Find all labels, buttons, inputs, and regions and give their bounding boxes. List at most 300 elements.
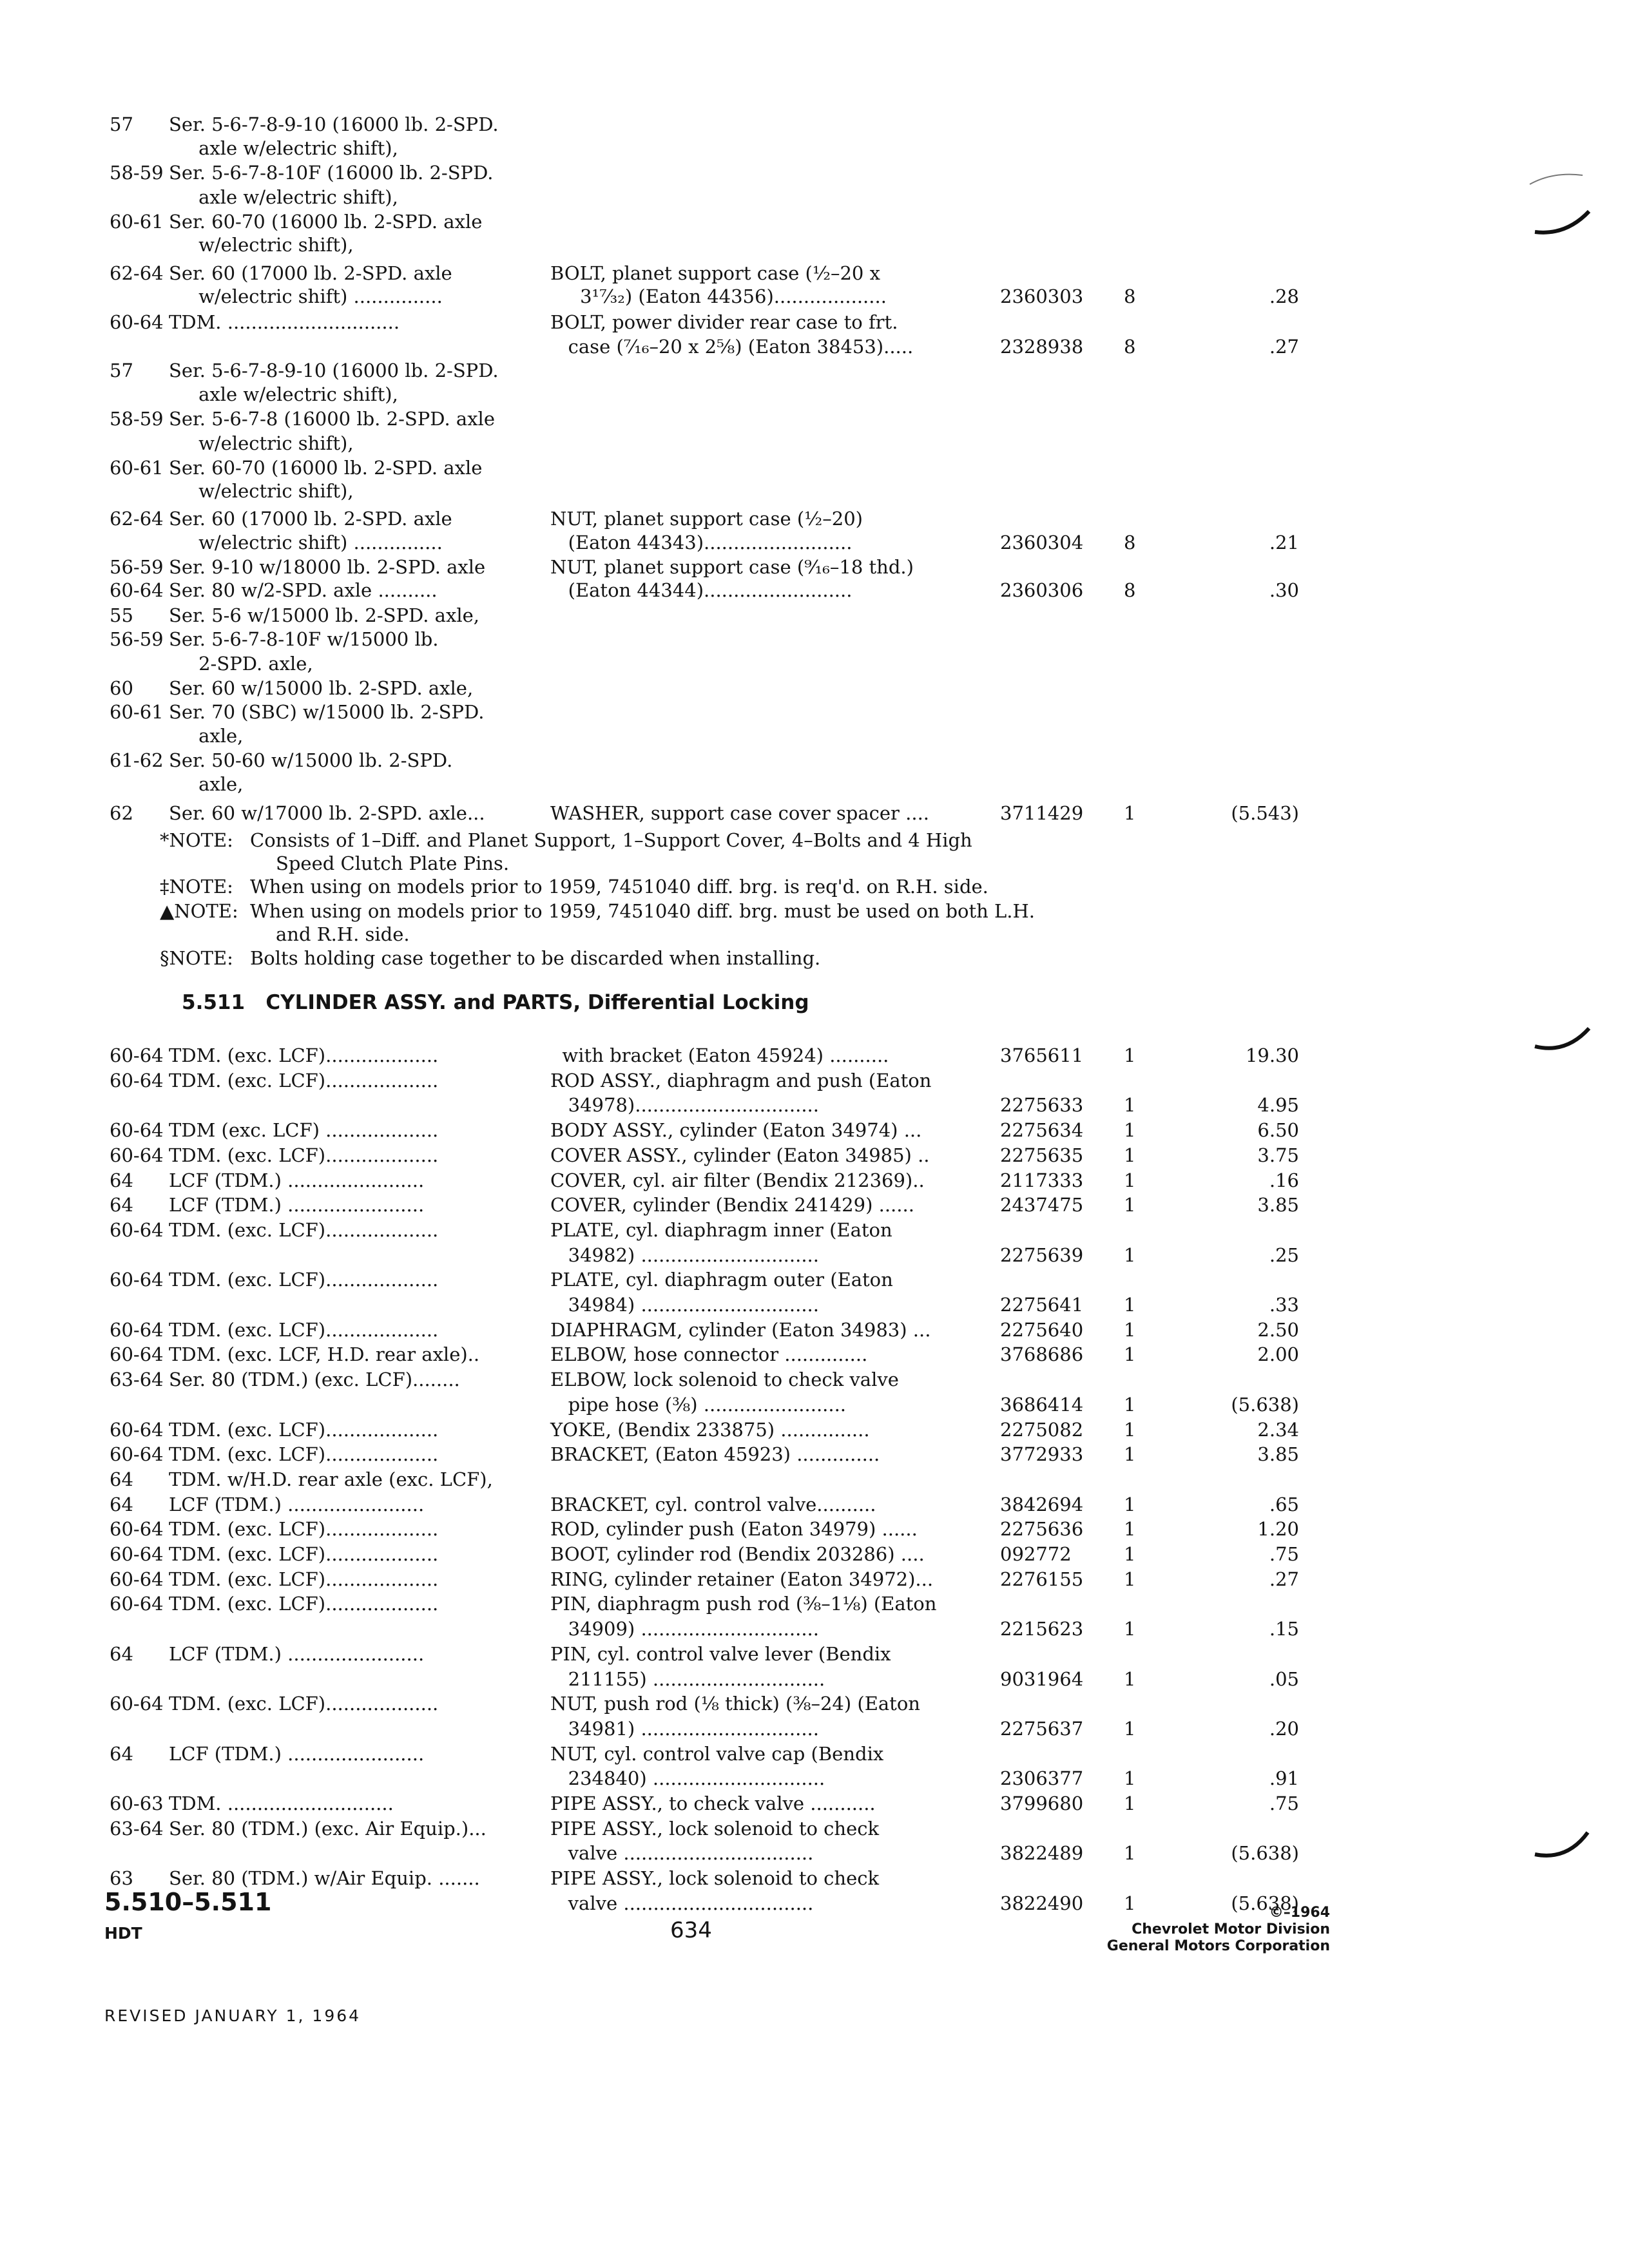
quantity: 1 — [1124, 1169, 1136, 1191]
part-description: PIPE ASSY., lock solenoid to check — [550, 1867, 880, 1889]
copyright-block — [1070, 1905, 1330, 1955]
part-number: 2275635 — [1000, 1144, 1084, 1166]
table-row — [0, 184, 1629, 210]
quantity: 1 — [1124, 1494, 1136, 1515]
note-label: ‡NOTE: — [160, 876, 233, 898]
price: 4.95 — [1257, 1094, 1299, 1116]
part-description: 34984) .............................. — [550, 1294, 819, 1316]
model: Ser. 5-6 w/15000 lb. 2-SPD. axle, — [169, 604, 479, 626]
model-year: 60-64 — [110, 579, 164, 601]
table-row — [0, 1217, 1629, 1243]
page-number: 634 — [670, 1917, 712, 1943]
part-description: COVER ASSY., cylinder (Eaton 34985) .. — [550, 1144, 930, 1166]
quantity: 1 — [1124, 1518, 1136, 1540]
model-year: 63 — [110, 1867, 133, 1889]
binder-mark-bottom — [1534, 1830, 1592, 1862]
model: TDM. (exc. LCF)................... — [169, 1070, 439, 1091]
table-row — [0, 530, 1629, 555]
model-year: 60 — [110, 677, 133, 699]
model: TDM. ............................. — [169, 311, 400, 333]
note-text: When using on models prior to 1959, 7451040 diff. brg. must be used on both L.H. — [250, 900, 1035, 922]
model-year: 60-64 — [110, 1119, 164, 1141]
table-row — [0, 406, 1629, 432]
part-number: 2276155 — [1000, 1568, 1084, 1590]
price: .16 — [1269, 1169, 1299, 1191]
model-year: 60-61 — [110, 457, 164, 479]
part-description: pipe hose (⅜) ........................ — [550, 1394, 847, 1416]
model: Ser. 60-70 (16000 lb. 2-SPD. axle — [169, 457, 483, 479]
table-row — [0, 800, 1629, 826]
model-year: 62-64 — [110, 508, 164, 530]
quantity: 1 — [1124, 1343, 1136, 1365]
table-row — [0, 358, 1629, 383]
price: 3.85 — [1257, 1194, 1299, 1216]
model: TDM. (exc. LCF)................... — [169, 1144, 439, 1166]
table-row — [0, 1716, 1629, 1742]
price: .91 — [1269, 1767, 1299, 1789]
price: 3.75 — [1257, 1144, 1299, 1166]
note-label: ▲NOTE: — [160, 900, 238, 922]
model-year: 60-64 — [110, 1070, 164, 1091]
table-row — [0, 675, 1629, 701]
price: 2.00 — [1257, 1343, 1299, 1365]
model: TDM. (exc. LCF)................... — [169, 1319, 439, 1341]
model: w/electric shift), — [169, 432, 354, 454]
model-year: 57 — [110, 360, 133, 381]
table-row — [0, 1840, 1629, 1866]
note-label: *NOTE: — [160, 829, 233, 851]
model: Ser. 5-6-7-8-10F w/15000 lb. — [169, 628, 439, 650]
table-row — [0, 232, 1629, 258]
model: Ser. 5-6-7-8 (16000 lb. 2-SPD. axle — [169, 408, 495, 430]
table-row — [0, 1492, 1629, 1517]
model: TDM. (exc. LCF)................... — [169, 1568, 439, 1590]
table-row — [0, 260, 1629, 286]
part-number: 2275634 — [1000, 1119, 1084, 1141]
part-number: 3822489 — [1000, 1842, 1084, 1864]
price: .65 — [1269, 1494, 1299, 1515]
part-number: 3768686 — [1000, 1343, 1084, 1365]
model: Ser. 80 w/2-SPD. axle .......... — [169, 579, 438, 601]
part-description: with bracket (Eaton 45924) .......... — [550, 1044, 889, 1066]
table-row — [0, 1541, 1629, 1567]
model: TDM. (exc. LCF)................... — [169, 1518, 439, 1540]
table-row — [0, 1641, 1629, 1667]
part-description: ELBOW, hose connector .............. — [550, 1343, 868, 1365]
model: w/electric shift), — [169, 480, 354, 502]
model: LCF (TDM.) ....................... — [169, 1194, 425, 1216]
part-number: 2275637 — [1000, 1718, 1084, 1740]
quantity: 1 — [1124, 1119, 1136, 1141]
table-row — [0, 1267, 1629, 1293]
note-text: Consists of 1–Diff. and Planet Support, 1–Support Cover, 4–Bolts and 4 High — [250, 829, 972, 851]
table-row — [0, 1865, 1629, 1891]
part-number: 3765611 — [1000, 1044, 1084, 1066]
table-row — [0, 1441, 1629, 1467]
table-row — [0, 577, 1629, 603]
price: .27 — [1269, 336, 1299, 358]
part-description: valve ................................ — [550, 1842, 814, 1864]
price: (5.543) — [1231, 802, 1299, 824]
model: axle, — [169, 773, 244, 795]
quantity: 1 — [1124, 1443, 1136, 1465]
part-description: PIN, diaphragm push rod (⅜–1⅛) (Eaton — [550, 1593, 937, 1615]
table-row — [0, 1516, 1629, 1542]
price: 2.34 — [1257, 1419, 1299, 1441]
model: LCF (TDM.) ....................... — [169, 1643, 425, 1665]
quantity: 1 — [1124, 1094, 1136, 1116]
part-description: WASHER, support case cover spacer .... — [550, 802, 930, 824]
model: axle w/electric shift), — [169, 137, 398, 159]
footer-code: HDT — [104, 1924, 142, 1943]
table-row — [0, 284, 1629, 309]
table-row — [0, 334, 1629, 360]
model: Ser. 9-10 w/18000 lb. 2-SPD. axle — [169, 556, 486, 578]
binder-mark-faint — [1527, 169, 1585, 188]
model-year: 60-64 — [110, 1144, 164, 1166]
table-row — [0, 381, 1629, 407]
part-description: (Eaton 44344)......................... — [550, 579, 853, 601]
part-description: (Eaton 44343)......................... — [550, 532, 853, 553]
price: .33 — [1269, 1294, 1299, 1316]
price: .30 — [1269, 579, 1299, 601]
part-description: COVER, cyl. air filter (Bendix 212369).. — [550, 1169, 925, 1191]
part-description: valve ................................ — [550, 1892, 814, 1914]
part-number: 2215623 — [1000, 1618, 1084, 1640]
part-description: NUT, planet support case (½–20) — [550, 508, 863, 530]
part-number: 3822490 — [1000, 1892, 1084, 1914]
part-number: 2360306 — [1000, 579, 1084, 601]
table-row — [0, 1142, 1629, 1168]
quantity: 1 — [1124, 802, 1136, 824]
quantity: 1 — [1124, 1319, 1136, 1341]
price: .15 — [1269, 1618, 1299, 1640]
part-description: 34982) .............................. — [550, 1244, 819, 1266]
price: 2.50 — [1257, 1319, 1299, 1341]
part-description: PLATE, cyl. diaphragm inner (Eaton — [550, 1219, 892, 1241]
table-row — [0, 1068, 1629, 1093]
model: TDM. (exc. LCF)................... — [169, 1269, 439, 1291]
part-description: NUT, planet support case (⁹⁄₁₆–18 thd.) — [550, 556, 914, 578]
table-row — [0, 1117, 1629, 1143]
model-year: 60-61 — [110, 211, 164, 233]
price: (5.638) — [1231, 1892, 1299, 1914]
table-row — [0, 1043, 1629, 1068]
price: .20 — [1269, 1718, 1299, 1740]
model: Ser. 5-6-7-8-9-10 (16000 lb. 2-SPD. — [169, 360, 499, 381]
quantity: 8 — [1124, 285, 1136, 307]
model: Ser. 80 (TDM.) (exc. LCF)........ — [169, 1369, 460, 1390]
model-year: 61-62 — [110, 749, 164, 771]
part-number: 2437475 — [1000, 1194, 1084, 1216]
model-year: 64 — [110, 1169, 133, 1191]
quantity: 1 — [1124, 1144, 1136, 1166]
model-year: 60-64 — [110, 1269, 164, 1291]
model: w/electric shift) ............... — [169, 285, 443, 307]
part-number: 2275633 — [1000, 1094, 1084, 1116]
model: TDM. (exc. LCF)................... — [169, 1693, 439, 1715]
part-description: RING, cylinder retainer (Eaton 34972)... — [550, 1568, 934, 1590]
table-row — [0, 1341, 1629, 1367]
part-description: PIPE ASSY., lock solenoid to check — [550, 1818, 880, 1840]
model: TDM. ............................ — [169, 1792, 394, 1814]
price: (5.638) — [1231, 1394, 1299, 1416]
model-year: 60-64 — [110, 1343, 164, 1365]
quantity: 1 — [1124, 1394, 1136, 1416]
quantity: 8 — [1124, 336, 1136, 358]
part-number: 3772933 — [1000, 1443, 1084, 1465]
price: 19.30 — [1245, 1044, 1299, 1066]
part-description: BOLT, power divider rear case to frt. — [550, 311, 898, 333]
model: 2-SPD. axle, — [169, 653, 313, 675]
part-number: 2360304 — [1000, 532, 1084, 553]
price: 6.50 — [1257, 1119, 1299, 1141]
model: TDM. (exc. LCF)................... — [169, 1593, 439, 1615]
table-row — [0, 1168, 1629, 1193]
model: axle w/electric shift), — [169, 186, 398, 208]
quantity: 1 — [1124, 1294, 1136, 1316]
model: Ser. 60 w/17000 lb. 2-SPD. axle... — [169, 802, 485, 824]
model-year: 62-64 — [110, 262, 164, 284]
part-number: 3686414 — [1000, 1394, 1084, 1416]
table-row — [0, 771, 1629, 797]
price: .75 — [1269, 1543, 1299, 1565]
model: axle w/electric shift), — [169, 383, 398, 405]
model: Ser. 60-70 (16000 lb. 2-SPD. axle — [169, 211, 483, 233]
table-row — [0, 626, 1629, 652]
model-year: 60-64 — [110, 1419, 164, 1441]
table-row — [0, 478, 1629, 504]
model-year: 56-59 — [110, 556, 164, 578]
part-number: 2275641 — [1000, 1294, 1084, 1316]
quantity: 8 — [1124, 579, 1136, 601]
part-number: 2117333 — [1000, 1169, 1084, 1191]
part-number: 3842694 — [1000, 1494, 1084, 1515]
model-year: 60-64 — [110, 1518, 164, 1540]
part-description: PIN, cyl. control valve lever (Bendix — [550, 1643, 891, 1665]
model: Ser. 5-6-7-8-10F (16000 lb. 2-SPD. — [169, 162, 494, 184]
table-row — [0, 1741, 1629, 1767]
price: .05 — [1269, 1668, 1299, 1690]
quantity: 1 — [1124, 1668, 1136, 1690]
publisher-corporation: General Motors Corporation — [1106, 1938, 1330, 1954]
table-row — [0, 747, 1629, 773]
part-description: 34978)............................... — [550, 1094, 819, 1116]
model: Ser. 5-6-7-8-9-10 (16000 lb. 2-SPD. — [169, 113, 499, 135]
note-text: Bolts holding case together to be discarded when installing. — [250, 947, 821, 969]
price: .75 — [1269, 1792, 1299, 1814]
section-heading: 5.511 CYLINDER ASSY. and PARTS, Differential Locking — [182, 991, 809, 1014]
model: TDM. (exc. LCF)................... — [169, 1443, 439, 1465]
table-row — [0, 1192, 1629, 1218]
table-row — [0, 430, 1629, 456]
part-description: NUT, cyl. control valve cap (Bendix — [550, 1743, 884, 1765]
copyright-year: ©–1964 — [1269, 1905, 1330, 1921]
binder-mark-mid — [1534, 1024, 1592, 1057]
note-text: and R.H. side. — [276, 923, 410, 945]
table-row — [0, 602, 1629, 628]
model-year: 63-64 — [110, 1369, 164, 1390]
part-description: DIAPHRAGM, cylinder (Eaton 34983) ... — [550, 1319, 931, 1341]
model-year: 60-63 — [110, 1792, 164, 1814]
table-row — [0, 699, 1629, 725]
model-year: 60-64 — [110, 1593, 164, 1615]
table-row — [0, 1666, 1629, 1692]
part-description: 34909) .............................. — [550, 1618, 819, 1640]
part-description: BOLT, planet support case (½–20 x — [550, 262, 880, 284]
part-description: BRACKET, (Eaton 45923) .............. — [550, 1443, 880, 1465]
footer-section-number: 5.510–5.511 — [104, 1888, 272, 1916]
model: w/electric shift), — [169, 234, 354, 256]
part-description: 34981) .............................. — [550, 1718, 819, 1740]
model-year: 60-64 — [110, 1219, 164, 1241]
model-year: 63-64 — [110, 1818, 164, 1840]
table-row — [0, 651, 1629, 677]
model-year: 60-64 — [110, 1319, 164, 1341]
table-row — [0, 723, 1629, 749]
model: LCF (TDM.) ....................... — [169, 1494, 425, 1515]
table-row — [0, 1292, 1629, 1318]
model: Ser. 60 (17000 lb. 2-SPD. axle — [169, 508, 452, 530]
price: .27 — [1269, 1568, 1299, 1590]
model: TDM. (exc. LCF)................... — [169, 1219, 439, 1241]
table-row — [0, 1591, 1629, 1617]
model: Ser. 80 (TDM.) w/Air Equip. ....... — [169, 1867, 480, 1889]
part-description: NUT, push rod (⅛ thick) (⅜–24) (Eaton — [550, 1693, 920, 1715]
table-row — [0, 1092, 1629, 1118]
part-description: 3¹⁷⁄₃₂) (Eaton 44356)................... — [550, 285, 887, 307]
model-year: 64 — [110, 1743, 133, 1765]
model: TDM. (exc. LCF)................... — [169, 1044, 439, 1066]
table-row — [0, 1242, 1629, 1268]
table-row — [0, 1466, 1629, 1492]
part-number: 3799680 — [1000, 1792, 1084, 1814]
model-year: 62 — [110, 802, 133, 824]
quantity: 1 — [1124, 1718, 1136, 1740]
model: TDM. (exc. LCF, H.D. rear axle).. — [169, 1343, 480, 1365]
model-year: 60-64 — [110, 1543, 164, 1565]
price: (5.638) — [1231, 1842, 1299, 1864]
model-year: 60-64 — [110, 1443, 164, 1465]
quantity: 1 — [1124, 1792, 1136, 1814]
note-label: §NOTE: — [160, 947, 233, 969]
table-row — [0, 1392, 1629, 1418]
model-year: 55 — [110, 604, 133, 626]
part-description: PLATE, cyl. diaphragm outer (Eaton — [550, 1269, 893, 1291]
table-row — [0, 111, 1629, 137]
publisher-division: Chevrolet Motor Division — [1132, 1921, 1330, 1937]
model: Ser. 80 (TDM.) (exc. Air Equip.)... — [169, 1818, 487, 1840]
table-row — [0, 1616, 1629, 1642]
part-number: 2328938 — [1000, 336, 1084, 358]
table-row — [0, 1816, 1629, 1841]
part-description: 211155) ............................. — [550, 1668, 825, 1690]
part-description: ROD ASSY., diaphragm and push (Eaton — [550, 1070, 932, 1091]
note-text: When using on models prior to 1959, 7451040 diff. brg. is req'd. on R.H. side. — [250, 876, 988, 898]
model-year: 60-64 — [110, 1693, 164, 1715]
part-number: 2275639 — [1000, 1244, 1084, 1266]
part-number: 2306377 — [1000, 1767, 1084, 1789]
table-row — [0, 1765, 1629, 1791]
price: .28 — [1269, 285, 1299, 307]
table-row — [0, 554, 1629, 580]
table-row — [0, 506, 1629, 532]
quantity: 1 — [1124, 1568, 1136, 1590]
quantity: 1 — [1124, 1543, 1136, 1565]
table-row — [0, 135, 1629, 161]
price: 3.85 — [1257, 1443, 1299, 1465]
part-number: 3711429 — [1000, 802, 1084, 824]
quantity: 1 — [1124, 1842, 1136, 1864]
model-year: 56-59 — [110, 628, 164, 650]
part-description: PIPE ASSY., to check valve ........... — [550, 1792, 876, 1814]
model-year: 58-59 — [110, 162, 164, 184]
binder-mark-top — [1534, 206, 1592, 238]
table-row — [0, 309, 1629, 335]
part-number: 2360303 — [1000, 285, 1084, 307]
model-year: 64 — [110, 1643, 133, 1665]
part-description: BRACKET, cyl. control valve.......... — [550, 1494, 876, 1515]
part-description: COVER, cylinder (Bendix 241429) ...... — [550, 1194, 914, 1216]
note-text: Speed Clutch Plate Pins. — [276, 852, 510, 874]
model: Ser. 70 (SBC) w/15000 lb. 2-SPD. — [169, 701, 485, 723]
model: LCF (TDM.) ....................... — [169, 1743, 425, 1765]
model-year: 64 — [110, 1194, 133, 1216]
part-description: case (⁷⁄₁₆–20 x 2⅝) (Eaton 38453)..... — [550, 336, 914, 358]
table-row — [0, 1791, 1629, 1816]
price: .21 — [1269, 532, 1299, 553]
quantity: 1 — [1124, 1194, 1136, 1216]
quantity: 1 — [1124, 1044, 1136, 1066]
table-row — [0, 1566, 1629, 1592]
part-number: 2275082 — [1000, 1419, 1084, 1441]
model: TDM (exc. LCF) ................... — [169, 1119, 439, 1141]
model-year: 57 — [110, 113, 133, 135]
part-description: ELBOW, lock solenoid to check valve — [550, 1369, 899, 1390]
model-year: 60-61 — [110, 701, 164, 723]
model: TDM. (exc. LCF)................... — [169, 1543, 439, 1565]
part-description: BODY ASSY., cylinder (Eaton 34974) ... — [550, 1119, 922, 1141]
part-number: 092772 — [1000, 1543, 1072, 1565]
model-year: 60-64 — [110, 1044, 164, 1066]
table-row — [0, 1317, 1629, 1343]
model-year: 64 — [110, 1468, 133, 1490]
revised-date: REVISED JANUARY 1, 1964 — [104, 2006, 361, 2025]
table-row — [0, 209, 1629, 235]
model-year: 60-64 — [110, 1568, 164, 1590]
part-description: 234840) ............................. — [550, 1767, 825, 1789]
model: axle, — [169, 725, 244, 747]
model: Ser. 60 w/15000 lb. 2-SPD. axle, — [169, 677, 474, 699]
part-description: YOKE, (Bendix 233875) ............... — [550, 1419, 870, 1441]
model-year: 64 — [110, 1494, 133, 1515]
table-row — [0, 455, 1629, 481]
model: LCF (TDM.) ....................... — [169, 1169, 425, 1191]
table-row — [0, 1691, 1629, 1716]
price: .25 — [1269, 1244, 1299, 1266]
quantity: 1 — [1124, 1618, 1136, 1640]
table-row — [0, 1367, 1629, 1392]
quantity: 1 — [1124, 1767, 1136, 1789]
model: TDM. (exc. LCF)................... — [169, 1419, 439, 1441]
part-description: BOOT, cylinder rod (Bendix 203286) .... — [550, 1543, 925, 1565]
model-year: 60-64 — [110, 311, 164, 333]
quantity: 1 — [1124, 1244, 1136, 1266]
part-description: ROD, cylinder push (Eaton 34979) ...... — [550, 1518, 918, 1540]
model: Ser. 60 (17000 lb. 2-SPD. axle — [169, 262, 452, 284]
quantity: 1 — [1124, 1419, 1136, 1441]
model: Ser. 50-60 w/15000 lb. 2-SPD. — [169, 749, 453, 771]
